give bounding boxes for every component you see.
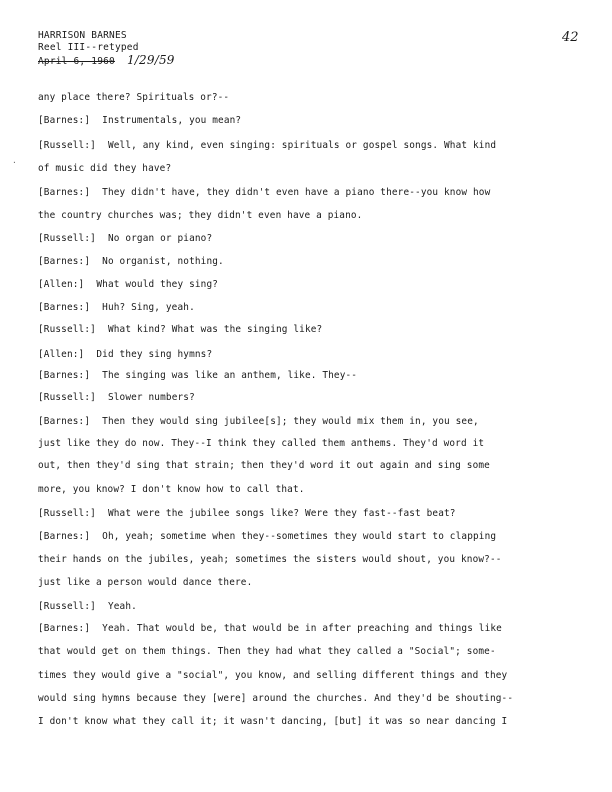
transcript-line [38,369,578,383]
scan-speck: · [12,158,17,167]
speaker-label: [Barnes:] [38,115,91,126]
transcript-line [38,692,578,706]
transcript-line [38,437,578,451]
transcript-line [38,715,578,729]
line-text: What would they sing? [96,279,219,290]
speaker-label: [Barnes:] [38,623,91,634]
line-text: more, you know? I don't know how to call that. [38,484,305,495]
transcript-line [38,114,578,128]
transcript-line [38,645,578,659]
line-text: What were the jubilee songs like? Were they fast--fast beat? [107,508,456,519]
transcript-line [38,415,578,429]
line-text: any place there? Spirituals or?-- [38,92,230,103]
transcript-line [38,255,578,269]
line-text: No organ or piano? [107,233,213,244]
transcript-line [38,576,578,590]
line-text: Yeah. [107,601,137,612]
transcript-line [38,91,578,105]
line-text: Oh, yeah; sometime when they--sometimes they would start to clapping [102,531,497,542]
transcript-line [38,622,578,636]
transcript-line [38,459,578,473]
transcript-line [38,483,578,497]
transcript-line [38,232,578,246]
speaker-label: [Barnes:] [38,531,91,542]
interviewee-name: HARRISON BARNES [38,30,127,41]
transcript-line [38,301,578,315]
line-text: Slower numbers? [107,392,195,403]
speaker-label: [Barnes:] [38,187,91,198]
date-line [38,53,175,67]
speaker-label: [Russell:] [38,508,96,519]
reel-label: Reel III--retyped [38,42,139,53]
line-text: Yeah. That would be, that would be in after preaching and things like [102,623,502,634]
speaker-label: [Barnes:] [38,256,91,267]
speaker-label: [Russell:] [38,233,96,244]
speaker-label: [Russell:] [38,140,96,151]
transcript-line [38,278,578,292]
speaker-label: [Russell:] [38,324,96,335]
transcript-line [38,553,578,567]
speaker-label: [Barnes:] [38,416,91,427]
line-text: Instrumentals, you mean? [102,115,242,126]
page-number: 42 [562,30,579,45]
line-text: I don't know what they call it; it wasn't dancing, [but] it was so near dancing I [38,716,508,727]
transcript-line [38,186,578,200]
line-text: Well, any kind, even singing: spirituals or gospel songs. What kind [107,140,497,151]
line-text: of music did they have? [38,163,172,174]
speaker-label: [Allen:] [38,349,85,360]
speaker-label: [Russell:] [38,601,96,612]
speaker-label: [Allen:] [38,279,85,290]
line-text: They didn't have, they didn't even have a piano there--you know how [102,187,491,198]
transcript-line [38,162,578,176]
speaker-label: [Barnes:] [38,370,91,381]
transcript-line [38,507,578,521]
handwritten-date: 1/29/59 [126,53,175,67]
transcript-line [38,348,578,362]
line-text: their hands on the jubiles, yeah; sometimes the sisters would shout, you know?-- [38,554,502,565]
line-text: Then they would sing jubilee[s]; they would mix them in, you see, [102,416,479,427]
line-text: the country churches was; they didn't even have a piano. [38,210,363,221]
line-text: just like they do now. They--I think they called them anthems. They'd word it [38,438,485,449]
line-text: would sing hymns because they [were] around the churches. And they'd be shouting-- [38,693,514,704]
line-text: No organist, nothing. [102,256,224,267]
line-text: that would get on them things. Then they had what they called a "Social"; some- [38,646,496,657]
transcript-line [38,139,578,153]
transcript-line [38,323,578,337]
speaker-label: [Barnes:] [38,302,91,313]
transcript-line [38,600,578,614]
line-text: times they would give a "social", you know, and selling different things and they [38,670,508,681]
line-text: out, then they'd sing that strain; then they'd word it out again and sing some [38,460,490,471]
line-text: Huh? Sing, yeah. [102,302,195,313]
line-text: The singing was like an anthem, like. They-- [102,370,358,381]
transcript-line [38,391,578,405]
line-text: Did they sing hymns? [96,349,213,360]
speaker-label: [Russell:] [38,392,96,403]
line-text: just like a person would dance there. [38,577,253,588]
struck-date: April 6, 1960 [38,56,115,67]
transcript-line [38,530,578,544]
transcript-line [38,209,578,223]
transcript-line [38,669,578,683]
line-text: What kind? What was the singing like? [107,324,323,335]
